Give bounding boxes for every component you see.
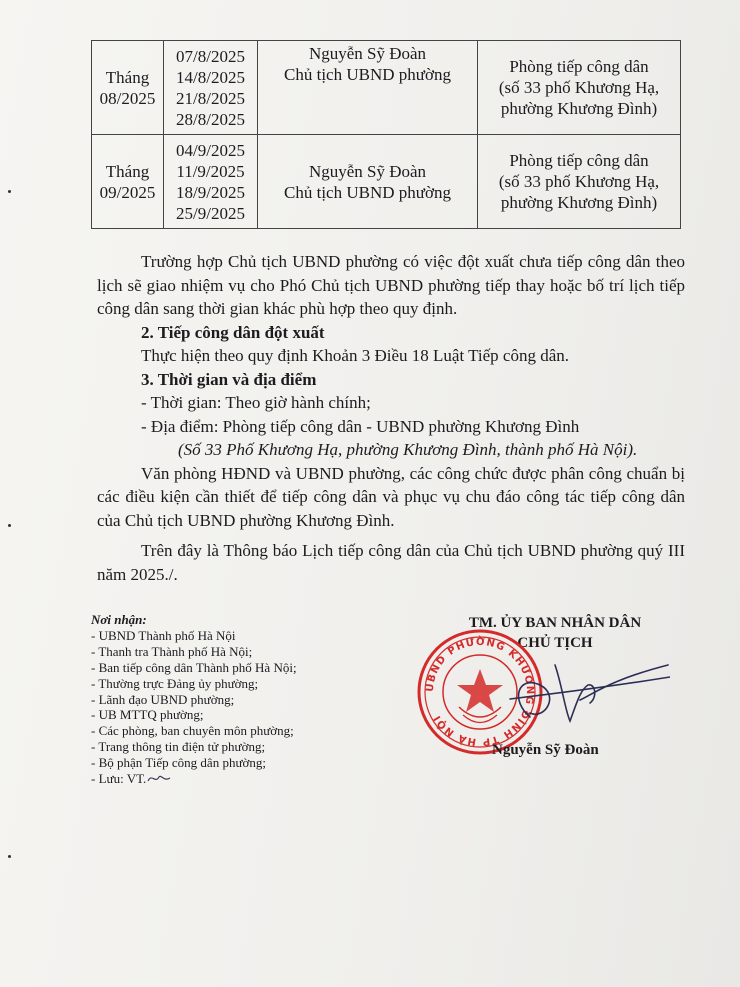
person-cell [258, 41, 478, 135]
person-cell [258, 135, 478, 229]
recipients-list [91, 612, 297, 787]
dates-cell [164, 41, 258, 135]
person-title: Chủ tịch UBND phường [284, 65, 451, 84]
org-line: TM. ỦY BAN NHÂN DÂN [468, 615, 642, 631]
date-item: 21/8/2025 [176, 88, 245, 108]
date-item: 07/8/2025 [176, 46, 245, 66]
place-line: Phòng tiếp công dân [509, 151, 649, 170]
initials-scribble [146, 772, 172, 784]
place-line: (số 33 phố Khương Hạ, [498, 78, 660, 97]
place-cell [478, 41, 681, 135]
date-item: 18/9/2025 [176, 182, 245, 202]
person-name: Nguyễn Sỹ Đoàn [308, 161, 427, 181]
section-heading-2: 2. Tiếp công dân đột xuất [141, 322, 325, 342]
month-label: Tháng [105, 67, 150, 87]
date-item: 25/9/2025 [176, 203, 245, 223]
section-2-text: Thực hiện theo quy định Khoản 3 Điều 18 Luật Tiếp công dân. [141, 346, 570, 365]
recipient-item: - UBND Thành phố Hà Nội [91, 627, 236, 643]
month-value: 08/2025 [99, 88, 156, 108]
table-row [92, 41, 681, 135]
substitute-paragraph: Trường hợp Chủ tịch UBND phường có việc đột xuất chưa tiếp công dân theo lịch sẽ giao nhiệm vụ cho Phó Chủ tịch UBND phường tiếp thay hoặc bố trí lịch tiếp công dân sang thời gian khác phù hợp theo quy định. [97, 252, 685, 318]
role-line: CHỦ TỊCH [517, 635, 593, 651]
table-row [92, 135, 681, 229]
place-line: phường Khương Đình) [500, 193, 658, 212]
recipient-item: - Các phòng, ban chuyên môn phường; [91, 723, 294, 739]
recipient-item: - Bộ phận Tiếp công dân phường; [91, 755, 266, 771]
recipients-title: Nơi nhận: [91, 612, 147, 627]
place-line: Phòng tiếp công dân [509, 57, 649, 76]
recipient-item: - UB MTTQ phường; [91, 707, 204, 723]
body-section [97, 250, 685, 586]
place-line: phường Khương Đình) [500, 99, 658, 118]
address-italic: (Số 33 Phố Khương Hạ, phường Khương Đình, thành phố Hà Nội). [178, 440, 638, 459]
month-label: Tháng [105, 161, 150, 181]
signer-name: Nguyễn Sỹ Đoàn [492, 742, 599, 758]
date-item: 28/8/2025 [176, 109, 245, 129]
month-cell [92, 41, 164, 135]
recipient-item [91, 771, 297, 787]
place-line: (số 33 phố Khương Hạ, [498, 172, 660, 191]
svg-text:UBND PHƯỜNG KHƯƠNG ĐÌNH TP HÀ: UBND PHƯỜNG KHƯƠNG ĐÌNH TP HÀ NỘI [424, 636, 536, 748]
page-speck [8, 190, 11, 193]
recipient-item: - Ban tiếp công dân Thành phố Hà Nội; [91, 659, 297, 675]
schedule-table [91, 40, 681, 229]
month-cell [92, 135, 164, 229]
closing-paragraph: Trên đây là Thông báo Lịch tiếp công dân của Chủ tịch UBND phường quý III năm 2025./. [97, 541, 685, 584]
recipient-item: - Thường trực Đảng ủy phường; [91, 675, 259, 691]
page-speck [8, 524, 11, 527]
place-cell [478, 135, 681, 229]
dates-cell [164, 135, 258, 229]
section-heading-3: 3. Thời gian và địa điểm [141, 369, 317, 389]
person-title: Chủ tịch UBND phường [284, 182, 451, 202]
place-item: - Địa điểm: Phòng tiếp công dân - UBND phường Khương Đình [141, 416, 580, 436]
person-name: Nguyễn Sỹ Đoàn [308, 44, 427, 63]
archive-label: - Lưu: VT. [91, 771, 147, 787]
office-paragraph: Văn phòng HĐND và UBND phường, các công chức được phân công chuẩn bị các điều kiện cần thiết để tiếp công dân và phục vụ chu đáo công tác tiếp công dân của Chủ tịch UBND phường Khương Đình. [97, 463, 685, 530]
recipient-item: - Trang thông tin điện tử phường; [91, 739, 266, 755]
recipient-item: - Lãnh đạo UBND phường; [91, 691, 235, 707]
month-value: 09/2025 [99, 182, 156, 202]
recipient-item: - Thanh tra Thành phố Hà Nội; [91, 643, 253, 659]
time-item: - Thời gian: Theo giờ hành chính; [141, 393, 371, 412]
handwritten-signature [470, 655, 670, 735]
page-speck [8, 855, 11, 858]
date-item: 14/8/2025 [176, 67, 245, 87]
date-item: 04/9/2025 [176, 140, 245, 160]
date-item: 11/9/2025 [176, 161, 245, 181]
